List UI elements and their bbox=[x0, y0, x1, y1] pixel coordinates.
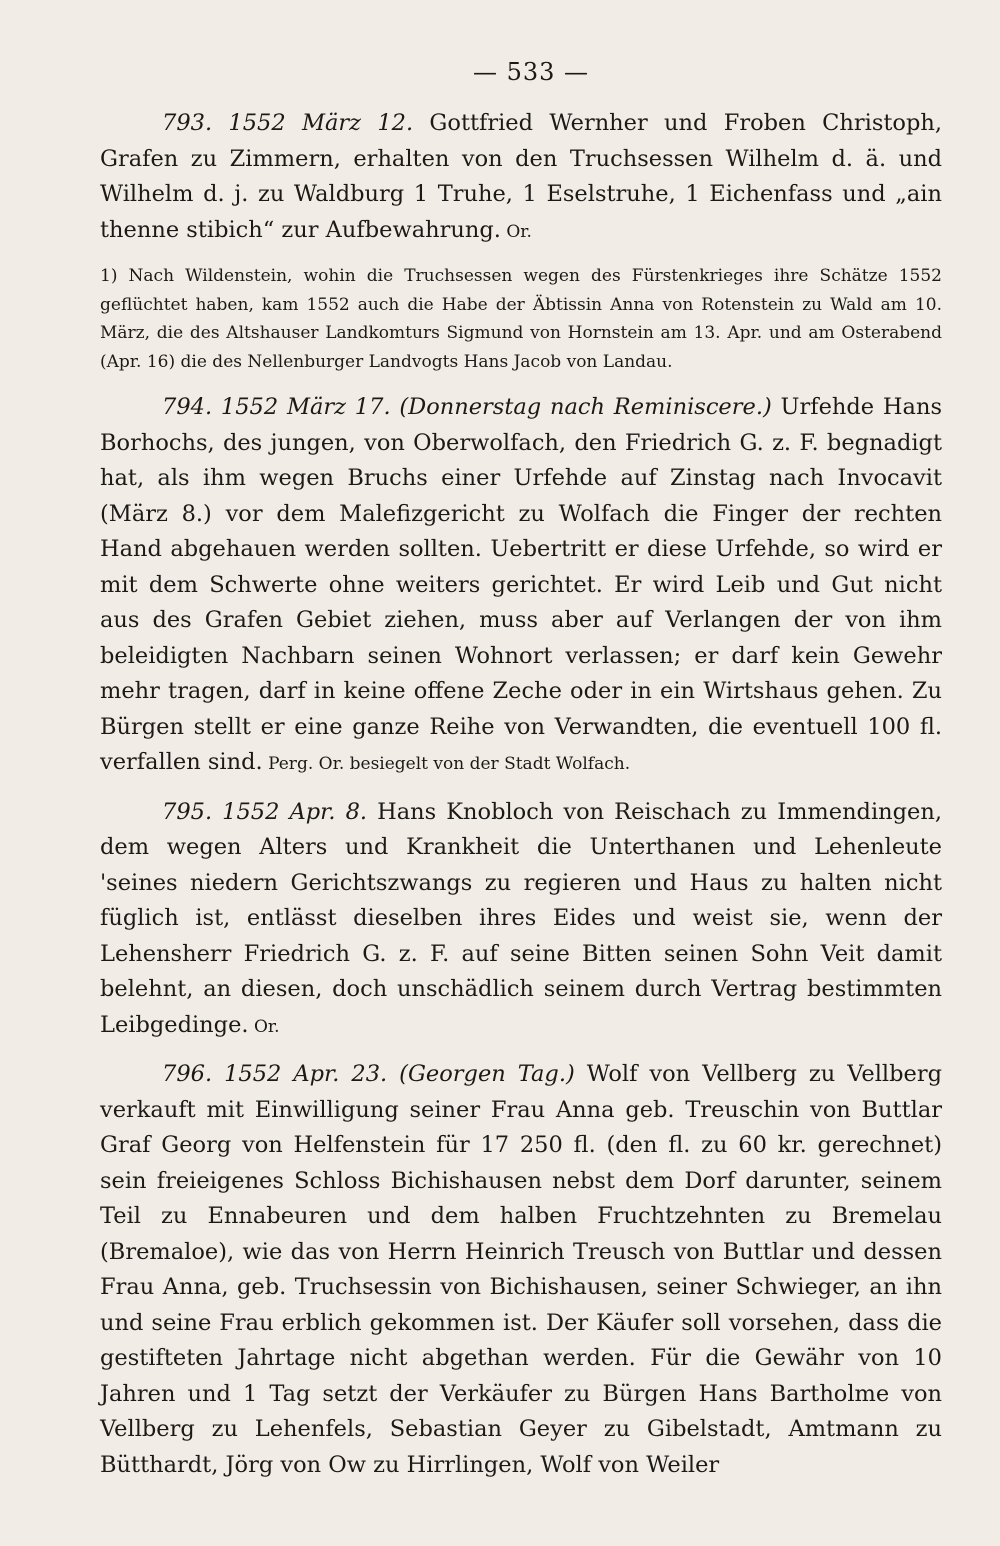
entry-heading: 794. 1552 März 17. (Donnerstag nach Reminiscere.) bbox=[162, 394, 772, 420]
entry-text: Hans Knobloch von Reischach zu Immendingen, dem wegen Alters und Krankheit die Unterthanen und Lehenleute 'seines niedern Gerichtszwangs zu regieren und Haus zu halten nicht füglich ist, entlässt dieselben ihres Eides und weist sie, wenn der Lehensherr Friedrich G. z. F. auf seine Bitten seinen Sohn Veit damit belehnt, an diesen, doch unschädlich seinem durch Vertrag bestimmten Leibgedinge. bbox=[100, 798, 943, 1038]
entry-text: Urfehde Hans Borhochs, des jungen, von Oberwolfach, den Friedrich G. z. F. begnadigt hat, als ihm wegen Bruchs einer Urfehde auf Zinstag nach Invocavit (März 8.) vor dem Malefizgericht zu Wolfach die Finger der rechten Hand abgehauen werden sollten. Uebertritt er diese Urfehde, so wird er mit dem Schwerte ohne weiters gerichtet. Er wird Leib und Gut nicht aus des Grafen Gebiet ziehen, muss aber auf Verlangen der von ihm beleidigten Nachbarn seinen Wohnort verlassen; er darf kein Gewehr mehr tragen, darf in keine offene Zeche oder in ein Wirtshaus gehen. Zu Bürgen stellt er eine ganze Reihe von Verwandten, die eventuell 100 fl. verfallen sind. bbox=[100, 394, 942, 775]
page-number: — 533 — bbox=[472, 58, 590, 86]
footnote-mark: 1) bbox=[100, 266, 118, 286]
entry-heading: 795. 1552 Apr. 8. bbox=[162, 798, 368, 825]
entry-795 bbox=[100, 795, 942, 1046]
entry-source: Perg. Or. besiegelt von der Stadt Wolfach. bbox=[262, 754, 631, 774]
entry-source: Or. bbox=[248, 1016, 280, 1037]
entry-796 bbox=[100, 1057, 942, 1483]
entry-text: Gottfried Wernher und Froben Christoph, Grafen zu Zimmern, erhalten von den Truchsessen Wilhelm d. ä. und Wilhelm d. j. zu Waldburg 1 Truhe, 1 Eselstruhe, 1 Eichenfass und „ain thenne stibich“ zur Aufbewahrung. bbox=[100, 110, 943, 243]
entry-text: Wolf von Vellberg zu Vellberg verkauft mit Einwilligung seiner Frau Anna geb. Treuschin von Buttlar Graf Georg von Helfenstein für 17 250 fl. (den fl. zu 60 kr. gerechnet) sein freieigenes Schloss Bichishausen nebst dem Dorf darunter, seinem Teil zu Ennabeuren und dem halben Fruchtzehnten zu Bremelau (Bremaloe), wie das von Herrn Heinrich Treusch von Buttlar und dessen Frau Anna, geb. Truchsessin von Bichishausen, seiner Schwieger, an ihn und seine Frau erblich gekommen ist. Der Käufer soll vorsehen, dass die gestifteten Jahrtage nicht abgethan werden. Für die Gewähr von 10 Jahren und 1 Tag setzt der Verkäufer zu Bürgen Hans Bartholme von Vellberg zu Lehenfels, Sebastian Geyer zu Gibelstadt, Amtmann zu Bütthardt, Jörg von Ow zu Hirrlingen, Wolf von Weiler bbox=[100, 1061, 943, 1478]
footnote bbox=[100, 262, 942, 376]
footnote-text: Nach Wildenstein, wohin die Truchsessen wegen des Fürstenkrieges ihre Schätze 1552 geflüchtet haben, kam 1552 auch die Habe der Äbtissin Anna von Rotenstein zu Wald am 10. März, die des Altshauser Landkomturs Sigmund von Hornstein am 13. Apr. und am Osterabend (Apr. 16) die des Nellenburger Landvogts Hans Jacob von Landau. bbox=[100, 266, 942, 372]
entry-heading: 796. 1552 Apr. 23. (Georgen Tag.) bbox=[162, 1061, 575, 1087]
entry-793 bbox=[100, 106, 942, 250]
entry-heading: 793. 1552 März 12. bbox=[162, 110, 414, 136]
entry-source: Or. bbox=[500, 221, 532, 242]
entry-794 bbox=[100, 390, 942, 783]
